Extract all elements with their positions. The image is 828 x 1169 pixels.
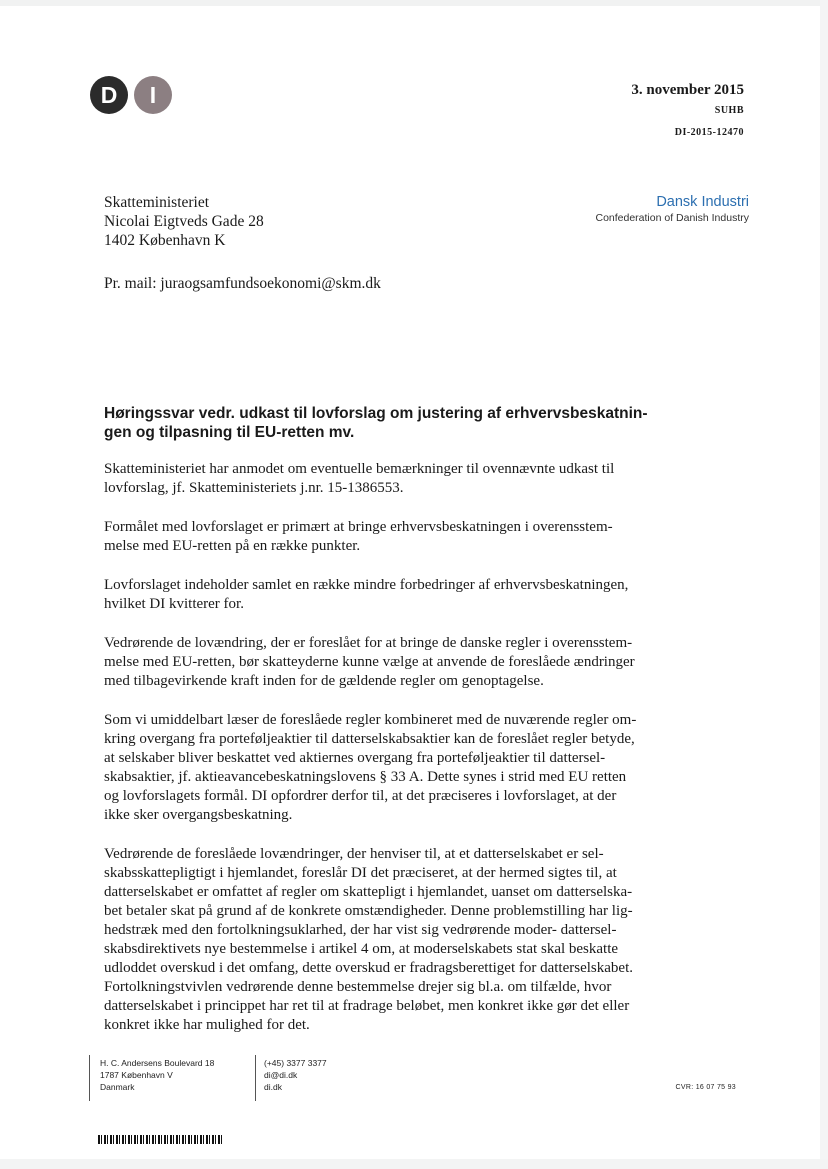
footer-email: di@di.dk bbox=[264, 1070, 298, 1080]
footer-address-line: H. C. Andersens Boulevard 18 bbox=[100, 1058, 215, 1068]
body-line: bet betaler skat på grund af de konkrete omstændigheder. Denne problemstilling har lig- bbox=[104, 903, 633, 919]
body-line: Vedrørende de foreslåede lovændringer, der henviser til, at et datterselskabet er sel- bbox=[104, 846, 604, 862]
paragraph bbox=[104, 518, 669, 556]
footer-cvr: CVR: 16 07 75 93 bbox=[675, 1084, 736, 1091]
body-line: datterselskabet er omfattet af regler om skattepligt i hjemlandet, uanset om datterselska- bbox=[104, 884, 633, 900]
brand-block bbox=[595, 193, 749, 225]
body-line: melse med EU-retten på en række punkter. bbox=[104, 538, 361, 554]
body-line: med tilbagevirkende kraft inden for de gældende regler om genoptagelse. bbox=[104, 673, 544, 689]
footer-website: di.dk bbox=[264, 1082, 282, 1092]
body-line: Som vi umiddelbart læser de foreslåede regler kombineret med de nuværende regler om- bbox=[104, 712, 637, 728]
body-line: Fortolkningstvivlen vedrørende denne bestemmelse drejer sig bl.a. om tilfælde, hvor bbox=[104, 979, 612, 995]
body-line: ikke sker overgangsbeskatning. bbox=[104, 807, 293, 823]
body-line: Vedrørende de lovændring, der er foreslået for at bringe de danske regler i overensstem- bbox=[104, 635, 633, 651]
footer-divider bbox=[89, 1055, 90, 1101]
body-line: skabsdirektivets nye bestemmelse i artikel 4 om, at moderselskabets stat skal beskatte bbox=[104, 941, 619, 957]
body-line: Lovforslaget indeholder samlet en række mindre forbedringer af erhvervsbeskatningen, bbox=[104, 577, 629, 593]
body-line: og lovforslagets formål. DI opfordrer derfor til, at det præciseres i lovforslaget, at der bbox=[104, 788, 617, 804]
footer-address-line: 1787 København V bbox=[100, 1070, 173, 1080]
brand-name: Dansk Industri bbox=[656, 194, 749, 210]
recipient-line: Nicolai Eigtveds Gade 28 bbox=[104, 213, 264, 230]
body-line: hvilket DI kvitterer for. bbox=[104, 596, 244, 612]
body-line: melse med EU-retten, bør skatteyderne kunne vælge at anvende de foreslåede ændringer bbox=[104, 654, 635, 670]
footer-address-line: Danmark bbox=[100, 1082, 135, 1092]
body-line: Formålet med lovforslaget er primært at bringe erhvervsbeskatningen i overensstem- bbox=[104, 519, 613, 535]
paragraph bbox=[104, 460, 669, 498]
letter-initials: SUHB bbox=[714, 105, 744, 116]
paragraph bbox=[104, 576, 669, 614]
paragraph bbox=[104, 845, 669, 1035]
recipient-line: Skatteministeriet bbox=[104, 194, 210, 211]
scan-edge-top bbox=[0, 0, 828, 6]
logo-d-circle: D bbox=[90, 76, 128, 114]
body-line: at selskaber bliver beskattet ved aktiernes overgang fra porteføljeaktier til dattersel- bbox=[104, 750, 606, 766]
scan-edge-right bbox=[820, 0, 828, 1169]
footer-address bbox=[100, 1057, 214, 1093]
recipient-address bbox=[104, 193, 264, 250]
barcode bbox=[98, 1135, 222, 1144]
recipient-line: 1402 København K bbox=[104, 232, 226, 249]
body-line: udloddet overskud i det omfang, dette overskud er fradragsberettiget for datterselskabet. bbox=[104, 960, 633, 976]
body-line: hedstræk med den fortolkningsuklarhed, der har vist sig vedrørende moder- dattersel- bbox=[104, 922, 617, 938]
letter-meta bbox=[631, 80, 744, 144]
email-line: Pr. mail: juraogsamfundsoekonomi@skm.dk bbox=[104, 275, 381, 292]
body-line: konkret ikke har mulighed for det. bbox=[104, 1017, 310, 1033]
body-line: Skatteministeriet har anmodet om eventuelle bemærkninger til ovennævnte udkast til bbox=[104, 461, 615, 477]
logo-i-circle: I bbox=[134, 76, 172, 114]
paragraph bbox=[104, 711, 669, 825]
brand-subtitle: Confederation of Danish Industry bbox=[595, 212, 749, 224]
body-line: kring overgang fra porteføljeaktier til datterselskabsaktier kan de foreslået regler betyde, bbox=[104, 731, 635, 747]
letter-heading bbox=[104, 404, 664, 442]
heading-line: Høringssvar vedr. udkast til lovforslag om justering af erhvervsbeskatnin- bbox=[104, 405, 648, 422]
heading-line: gen og tilpasning til EU-retten mv. bbox=[104, 424, 355, 441]
letter-date: 3. november 2015 bbox=[631, 82, 744, 98]
footer-divider bbox=[255, 1055, 256, 1101]
body-line: skabsskattepligtigt i hjemlandet, foreslår DI det præciseret, at der hermed sigtes til, at bbox=[104, 865, 617, 881]
paragraph bbox=[104, 634, 669, 691]
di-logo bbox=[90, 76, 172, 114]
footer-phone: (+45) 3377 3377 bbox=[264, 1058, 327, 1068]
body-line: lovforslag, jf. Skatteministeriets j.nr. 15-1386553. bbox=[104, 480, 404, 496]
scan-edge-bottom bbox=[0, 1159, 828, 1169]
letter-body bbox=[104, 460, 669, 1055]
letter-reference: DI-2015-12470 bbox=[674, 127, 744, 138]
body-line: datterselskabet i princippet har ret til at fradrage beløbet, men konkret ikke gør det eller bbox=[104, 998, 630, 1014]
body-line: skabsaktier, jf. aktieavancebeskatningslovens § 33 A. Dette synes i strid med EU retten bbox=[104, 769, 627, 785]
footer-contact bbox=[264, 1057, 327, 1093]
